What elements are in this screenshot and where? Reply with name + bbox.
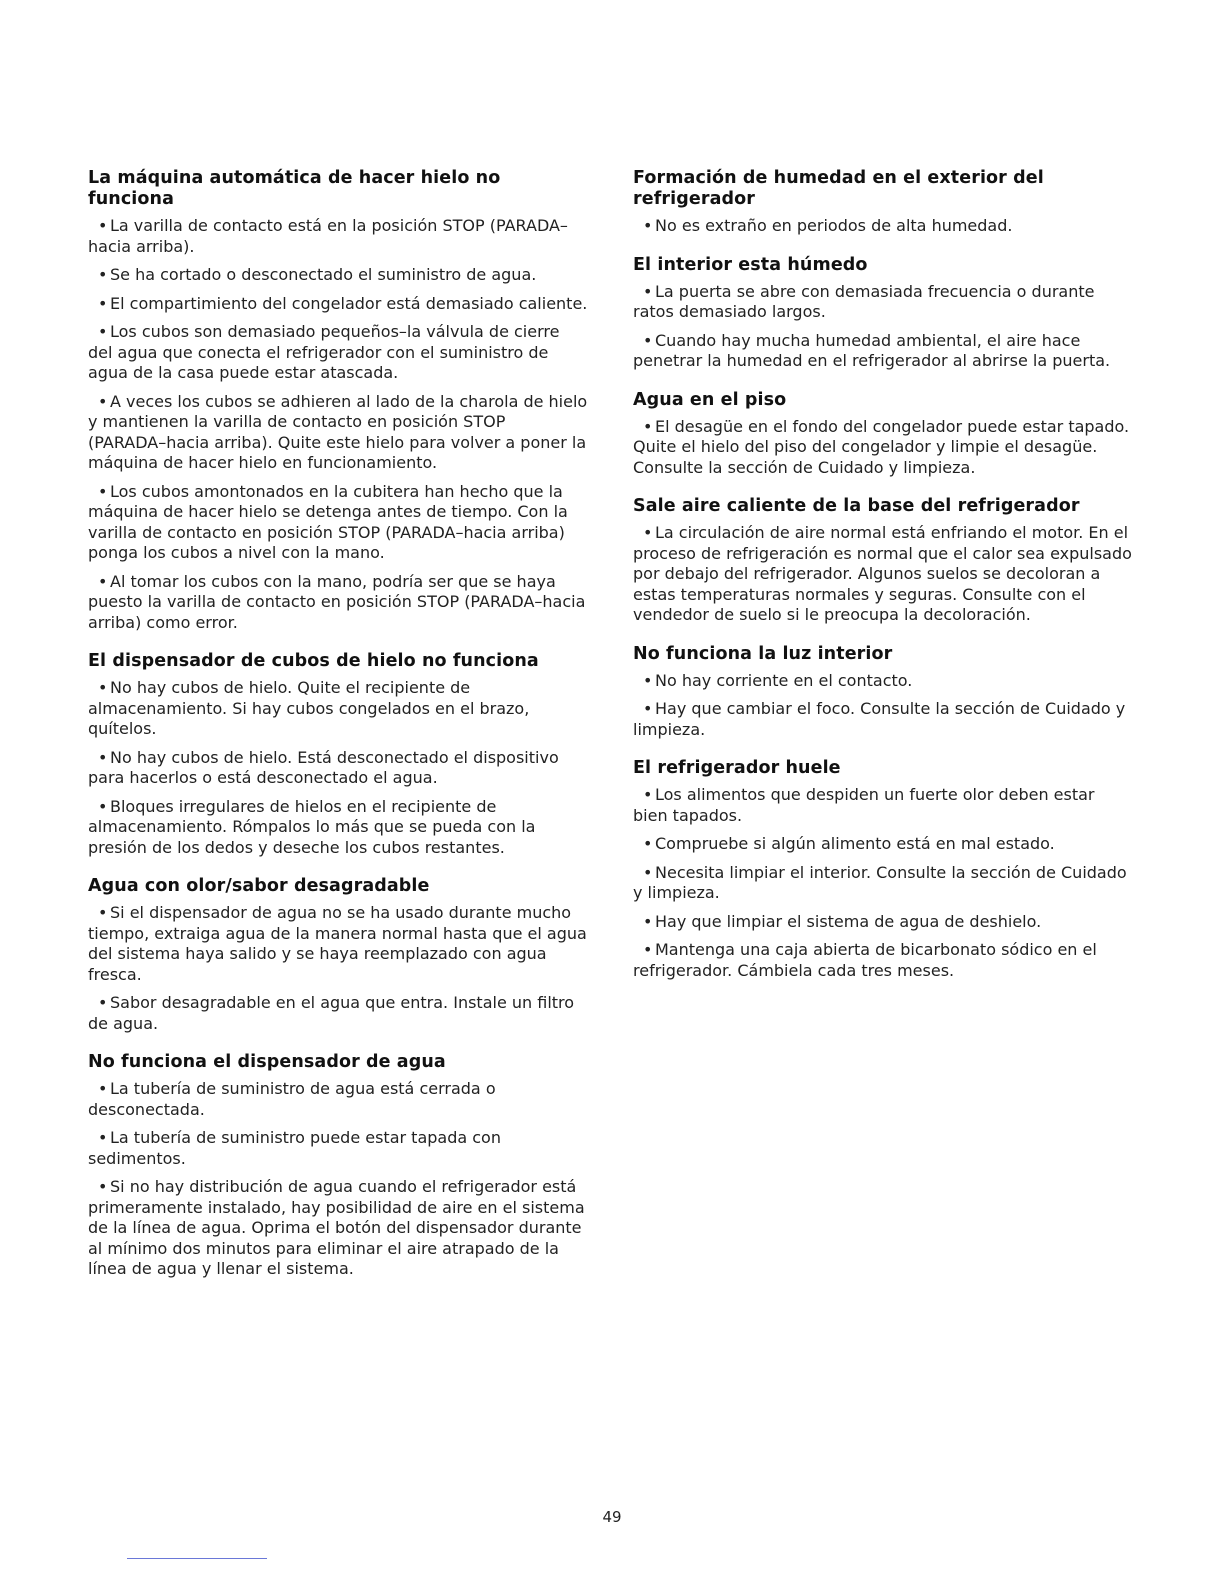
bullet-icon: • [98,265,108,284]
section-heading: Agua en el piso [633,389,787,410]
section-heading: Formación de humedad en el exterior del refrigerador [633,168,1044,209]
list-item: • Necesita limpiar el interior. Consulte la sección de Cuidado y limpieza. [633,862,1127,902]
section-interior-light [633,644,1133,741]
bullet-icon: • [98,1177,108,1196]
list-item: • Al tomar los cubos con la mano, podría ser que se haya puesto la varilla de contacto en posición STOP (PARADA–hacia arriba) como error. [88,571,586,632]
bullet-icon: • [98,678,108,697]
bullet-icon: • [98,571,108,591]
bullet-icon: • [98,293,108,313]
bullet-icon: • [643,862,653,882]
bullet-icon: • [643,834,653,853]
page-number: 49 [602,1508,622,1526]
list-item: • Sabor desagradable en el agua que entra. Instale un filtro de agua. [88,993,575,1033]
list-item: • Cuando hay mucha humedad ambiental, el aire hace penetrar la humedad en el refrigerador al abrirse la puerta. [633,330,1111,370]
section-heading: Agua con olor/sabor desagradable [88,876,430,896]
list-item: • La varilla de contacto está en la posición STOP (PARADA–hacia arriba). [88,216,568,256]
section-heading: El interior esta húmedo [633,254,868,275]
section-warm-air [633,496,1133,626]
list-item: • Bloques irregulares de hielos en el recipiente de almacenamiento. Rómpalos lo más que se pueda con la presión de los dedos y deseche los cubos restantes. [88,796,536,857]
bullet-icon: • [643,281,653,301]
section-heading: La máquina automática de hacer hielo no funciona [88,168,501,209]
bullet-icon: • [643,416,653,436]
section-interior-damp [633,255,1133,372]
list-item: • Compruebe si algún alimento está en mal estado. [643,834,1055,853]
list-item: • No es extraño en periodos de alta humedad. [643,216,1013,235]
section-heading: Sale aire caliente de la base del refrigerador [633,496,1080,516]
section-ice-dispenser [88,651,588,858]
bullet-icon: • [98,796,108,816]
section-heading: No funciona la luz interior [633,643,893,664]
section-water-taste [88,876,588,1034]
section-heading: El refrigerador huele [633,758,841,778]
list-item: • Los alimentos que despiden un fuerte olor deben estar bien tapados. [633,785,1095,825]
bullet-icon: • [643,940,653,959]
bullet-icon: • [643,523,653,542]
bullet-icon: • [643,785,653,804]
footer-divider [127,1558,267,1559]
right-column [633,168,1133,999]
section-heading: El dispensador de cubos de hielo no funciona [88,651,539,671]
bullet-icon: • [643,330,653,350]
section-water-floor [633,390,1133,479]
list-item: • No hay cubos de hielo. Quite el recipiente de almacenamiento. Si hay cubos congelados en el brazo, quítelos. [88,678,530,738]
list-item: • Los cubos son demasiado pequeños–la válvula de cierre del agua que conecta el refrigerador con el suministro de agua de la casa puede estar atascada. [88,322,560,382]
list-item: • La tubería de suministro puede estar tapada con sedimentos. [88,1128,501,1168]
list-item: • No hay corriente en el contacto. [643,670,913,690]
bullet-icon: • [98,747,108,767]
section-odor [633,758,1133,981]
list-item: • Los cubos amontonados en la cubitera han hecho que la máquina de hacer hielo se detenga antes de tiempo. Con la varilla de contacto en posición STOP (PARADA–hacia arriba) ponga los cubos a nivel con la mano. [88,481,568,562]
bullet-icon: • [98,1079,108,1098]
bullet-icon: • [98,993,108,1012]
section-ice-maker [88,168,588,633]
bullet-icon: • [98,1128,108,1147]
bullet-icon: • [98,481,108,501]
list-item: • La circulación de aire normal está enfriando el motor. En el proceso de refrigeración es normal que el calor sea expulsado por debajo del refrigerador. Algunos suelos se decoloran a estas temperaturas normales y seguras. Consulte con el vendedor de suelo si le preocupa la decoloración. [633,523,1132,624]
list-item: • Si el dispensador de agua no se ha usado durante mucho tiempo, extraiga agua de la manera normal hasta que el agua del sistema haya salido y se haya reemplazado con agua fresca. [88,903,587,984]
bullet-icon: • [98,903,108,922]
bullet-icon: • [643,699,653,718]
list-item: • No hay cubos de hielo. Está desconectado el dispositivo para hacerlos o está desconectado el agua. [88,747,559,787]
bullet-icon: • [98,322,108,341]
section-heading: No funciona el dispensador de agua [88,1052,446,1072]
list-item: • Hay que cambiar el foco. Consulte la sección de Cuidado y limpieza. [633,699,1126,739]
section-exterior-moisture [633,168,1133,237]
list-item: • Se ha cortado o desconectado el suministro de agua. [98,265,537,284]
list-item: • Hay que limpiar el sistema de agua de deshielo. [643,911,1042,931]
list-item: • A veces los cubos se adhieren al lado de la charola de hielo y mantienen la varilla de contacto en posición STOP (PARADA–hacia arriba). Quite este hielo para volver a poner la máquina de hacer hielo en funcionamiento. [88,391,588,472]
list-item: • Mantenga una caja abierta de bicarbonato sódico en el refrigerador. Cámbiela cada tres meses. [633,940,1097,980]
bullet-icon: • [98,391,108,411]
list-item: • Si no hay distribución de agua cuando el refrigerador está primeramente instalado, hay posibilidad de aire en el sistema de la línea de agua. Oprima el botón del dispensador durante al mínimo dos minutos para eliminar el aire atrapado de la línea de agua y llenar el sistema. [88,1177,585,1278]
list-item: • La puerta se abre con demasiada frecuencia o durante ratos demasiado largos. [633,281,1095,321]
bullet-icon: • [643,216,653,235]
list-item: • La tubería de suministro de agua está cerrada o desconectada. [88,1079,496,1119]
left-column [88,168,588,1298]
list-item: • El desagüe en el fondo del congelador puede estar tapado. Quite el hielo del piso del congelador y limpie el desagüe. Consulte la sección de Cuidado y limpieza. [633,416,1130,477]
section-water-dispenser [88,1052,588,1280]
bullet-icon: • [643,911,653,931]
bullet-icon: • [643,670,653,690]
list-item: • El compartimiento del congelador está demasiado caliente. [98,293,588,313]
bullet-icon: • [98,216,108,235]
